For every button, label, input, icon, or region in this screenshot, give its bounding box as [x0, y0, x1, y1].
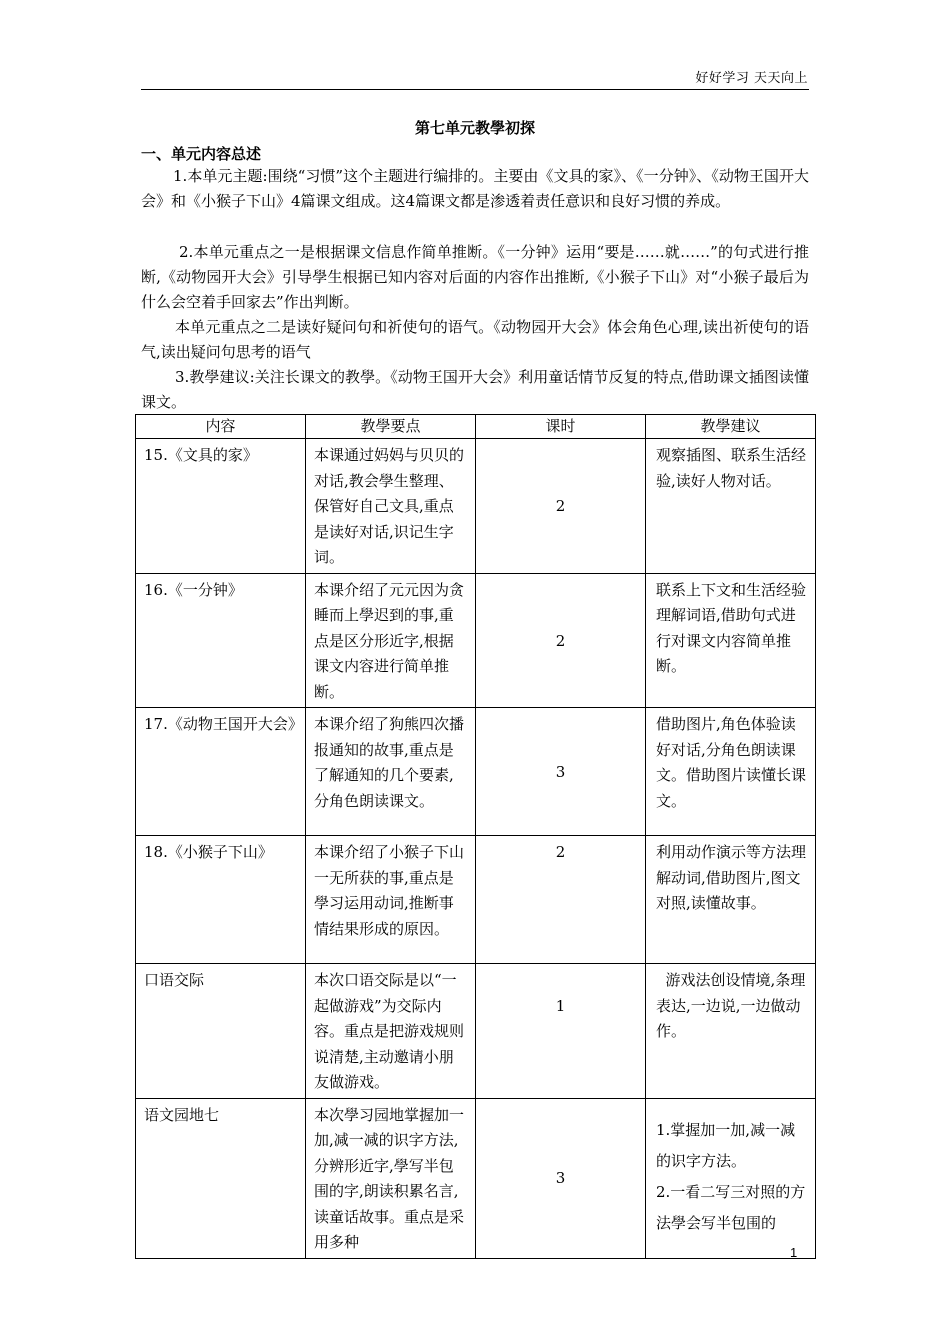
- section-heading: 一、单元内容总述: [141, 145, 262, 163]
- cell-content: 语文园地七: [136, 1098, 306, 1258]
- table-row: [136, 439, 816, 574]
- cell-content: 16.《一分钟》: [136, 573, 306, 708]
- cell-points: 本课介绍了元元因为贪睡而上學迟到的事,重点是区分形近字,根据课文内容进行简单推断。: [306, 573, 476, 708]
- cell-suggestion: 借助图片,角色体验读好对话,分角色朗读课文。借助图片读懂长课文。: [646, 708, 816, 836]
- cell-suggestion: 利用动作演示等方法理解动词,借助图片,图文对照,读懂故事。: [646, 836, 816, 964]
- paragraph-theme: 1.本单元主题:围绕“习惯”这个主题进行编排的。主要由《文具的家》、《一分钟》、《动物王国开大会》和《小猴子下山》4篇课文组成。这4篇课文都是渗透着责任意识和良好习惯的养成。: [141, 167, 809, 210]
- table-row: [136, 836, 816, 964]
- cell-hours: 3: [476, 1098, 646, 1258]
- lesson-table: [135, 414, 816, 1259]
- table-header-row: [136, 415, 816, 439]
- table-row: [136, 1098, 816, 1258]
- cell-points: 本课介绍了狗熊四次播报通知的故事,重点是了解通知的几个要素,分角色朗读课文。: [306, 708, 476, 836]
- cell-hours: 3: [476, 708, 646, 836]
- cell-points: 本课介绍了小猴子下山一无所获的事,重点是學习运用动词,推断事情结果形成的原因。: [306, 836, 476, 964]
- paragraph-suggestion: 3.教學建议:关注长课文的教學。《动物王国开大会》利用童话情节反复的特点,借助课文插图读懂课文。: [141, 368, 809, 411]
- cell-suggestion: 联系上下文和生活经验理解词语,借助句式进行对课文内容简单推断。: [646, 573, 816, 708]
- suggestion-item: 2.一看二写三对照的方法學会写半包围的: [656, 1182, 806, 1232]
- cell-content: 15.《文具的家》: [136, 439, 306, 574]
- table-row: [136, 964, 816, 1099]
- cell-hours: 2: [476, 836, 646, 964]
- paragraph-focus-one: 2.本单元重点之一是根据课文信息作简单推断。《一分钟》运用“要是……就……”的句式进行推断,《动物园开大会》引导學生根据已知内容对后面的内容作出推断,《小猴子下山》对“小猴子最后为什么会空着手回家去”作出判断。: [141, 243, 809, 311]
- header-content: 内容: [136, 415, 306, 439]
- cell-hours: 2: [476, 573, 646, 708]
- page-title: 第七单元教學初探: [414, 119, 535, 137]
- page-number: 1: [790, 1245, 798, 1260]
- cell-content: 口语交际: [136, 964, 306, 1099]
- header-rule: [141, 89, 809, 90]
- paragraph-focus-two: 本单元重点之二是读好疑问句和祈使句的语气。《动物园开大会》体会角色心理,读出祈使句的语气,读出疑问句思考的语气: [141, 318, 809, 361]
- cell-content: 17.《动物王国开大会》: [136, 708, 306, 836]
- table-row: [136, 573, 816, 708]
- header-points: 教學要点: [306, 415, 476, 439]
- header-text: 好好学习 天天向上: [695, 71, 808, 86]
- cell-suggestion: [646, 1098, 816, 1258]
- cell-hours: 1: [476, 964, 646, 1099]
- cell-points: 本次學习园地掌握加一加,减一减的识字方法,分辨形近字,學写半包围的字,朗读积累名言,读童话故事。重点是采用多种: [306, 1098, 476, 1258]
- cell-content: 18.《小猴子下山》: [136, 836, 306, 964]
- table-row: [136, 708, 816, 836]
- cell-points: 本课通过妈妈与贝贝的对话,教会學生整理、保管好自己文具,重点是读好对话,识记生字词。: [306, 439, 476, 574]
- header-hours: 课时: [476, 415, 646, 439]
- suggestion-item: 1.掌握加一加,减一减的识字方法。: [656, 1120, 796, 1170]
- cell-points: 本次口语交际是以“一起做游戏”为交际内容。重点是把游戏规则说清楚,主动邀请小朋友做游戏。: [306, 964, 476, 1099]
- cell-suggestion: 观察插图、联系生活经验,读好人物对话。: [646, 439, 816, 574]
- cell-suggestion: 游戏法创设情境,条理表达,一边说,一边做动作。: [646, 964, 816, 1099]
- header-suggestion: 教學建议: [646, 415, 816, 439]
- cell-hours: 2: [476, 439, 646, 574]
